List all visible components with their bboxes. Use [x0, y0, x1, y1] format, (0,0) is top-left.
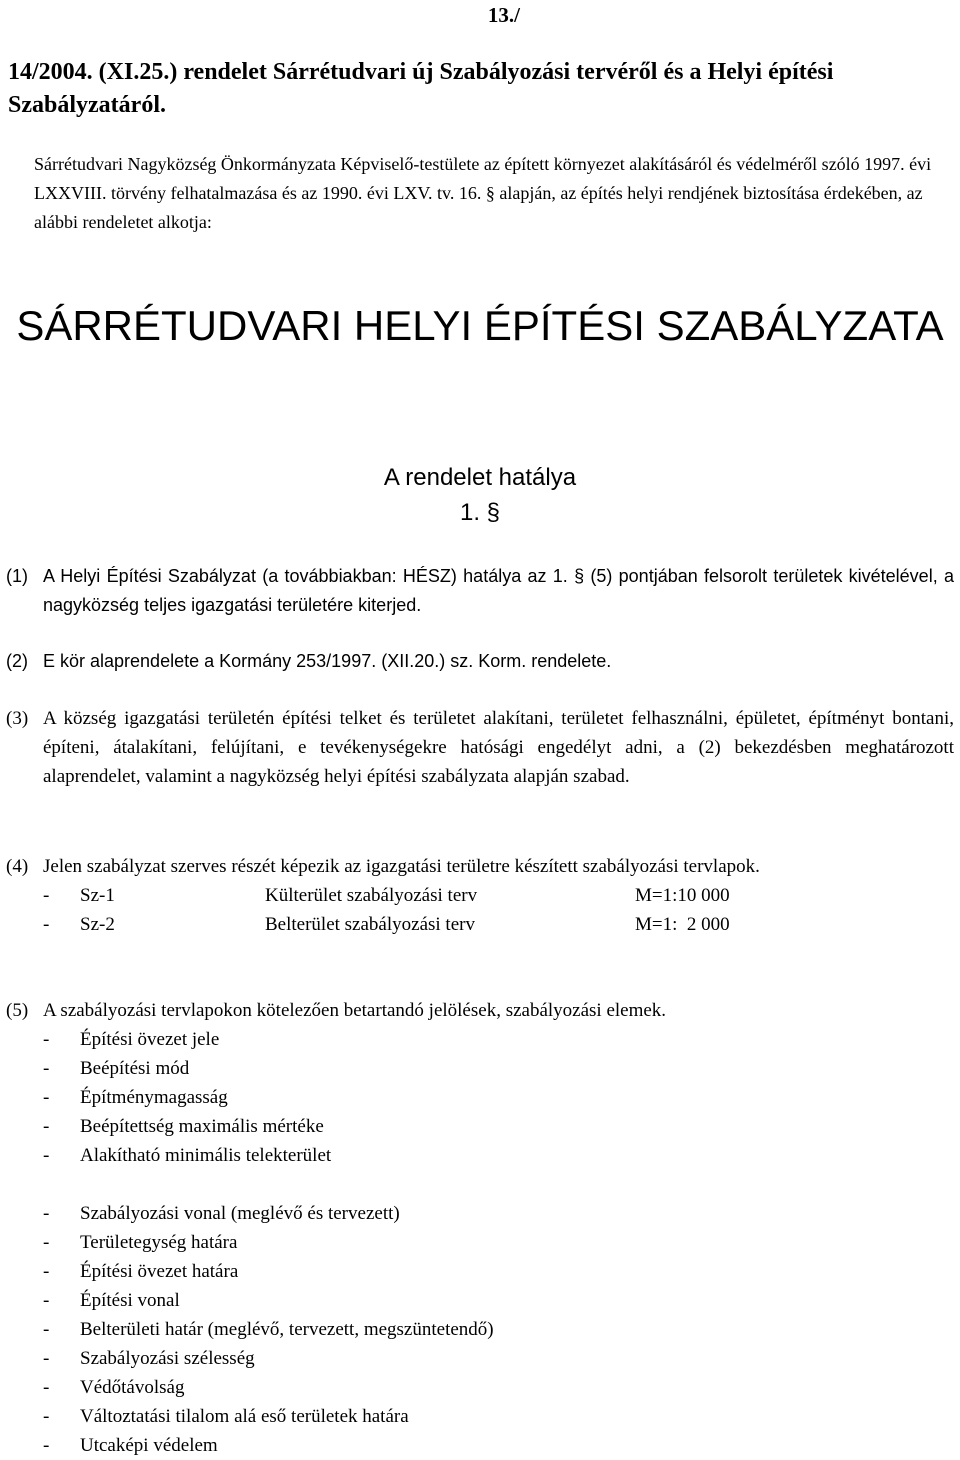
list-item: - Beépítettség maximális mértéke [43, 1112, 954, 1141]
list-item: - Építési vonal [43, 1286, 954, 1315]
plan-code: - Sz-2 [80, 914, 115, 935]
paragraph-2 [6, 647, 954, 676]
paragraph-number: (2) [6, 651, 28, 671]
paragraph-5 [6, 996, 954, 1460]
list-item: - Védőtávolság [43, 1373, 954, 1402]
paragraph-number: (4) [6, 856, 29, 877]
paragraph-4 [6, 852, 954, 939]
section-number: 1. § [459, 499, 501, 526]
plan-scale: M=1:10 000 [635, 885, 730, 906]
list-item: - Építési övezet határa [43, 1257, 954, 1286]
paragraph-1 [6, 562, 954, 620]
list-item: - Építési övezet jele [43, 1025, 954, 1054]
paragraph-number: (1) [6, 566, 28, 586]
plan-name: Külterület szabályozási terv [265, 885, 478, 906]
main-title: SÁRRÉTUDVARI HELYI ÉPÍTÉSI SZABÁLYZATA [16, 302, 944, 349]
paragraph-text: A Helyi Építési Szabályzat (a továbbiakban: HÉSZ) hatálya az 1. § (5) pontjában felsorolt területek kivételével, a nagyközség teljes igazgatási területére kiterjed. [43, 566, 954, 615]
list-item: - Alakítható minimális telekterület [43, 1141, 954, 1170]
list-item: - Beépítési mód [43, 1054, 954, 1083]
required-elements-list [43, 1025, 954, 1460]
list-item: - Változtatási tilalom alá eső területek határa [43, 1402, 954, 1431]
plan-list [43, 881, 954, 939]
paragraph-text: A község igazgatási területén építési telket és területet alakítani, területet felhasználni, épületet, építményt bontani, építeni, átalakítani, felújítani, e tevékenységekre hatósági engedélyt adni, a (2) bekezdésben meghatározott alaprendelet, valamint a nagyközség helyi építési szabályzata alapján szabad. [43, 708, 954, 787]
decree-title: 14/2004. (XI.25.) rendelet Sárrétudvari új Szabályozási tervéről és a Helyi építési Szabályzatáról. [8, 59, 834, 118]
list-item: - Építménymagasság [43, 1083, 954, 1112]
paragraph-number: (3) [6, 708, 29, 729]
plan-row [43, 910, 954, 939]
preamble: Sárrétudvari Nagyközség Önkormányzata Képviselő-testülete az épített környezet alakításáról és védelméről szóló 1997. évi LXXVIII. törvény felhatalmazása és az 1990. évi LXV. tv. 16. § alapján, az építés helyi rendjének biztosítása érdekében, az alábbi rendeletet alkotja: [34, 154, 932, 232]
list-item: - Szabályozási szélesség [43, 1344, 954, 1373]
list-item: - Belterületi határ (meglévő, tervezett, megszüntetendő) [43, 1315, 954, 1344]
paragraph-text: A szabályozási tervlapokon kötelezően betartandó jelölések, szabályozási elemek. [43, 1000, 667, 1021]
list-item: - Utcaképi védelem [43, 1431, 954, 1460]
paragraph-text: Jelen szabályzat szerves részét képezik az igazgatási területre készített szabályozási tervlapok. [43, 856, 760, 877]
list-item: - Területegység határa [43, 1228, 954, 1257]
chapter-title: A rendelet hatálya [383, 464, 577, 491]
paragraph-3 [6, 704, 954, 791]
paragraph-text: E kör alaprendelete a Kormány 253/1997. (XII.20.) sz. Korm. rendelete. [43, 651, 612, 671]
plan-scale: M=1: 2 000 [635, 914, 730, 935]
plan-code: - Sz-1 [80, 885, 115, 906]
plan-name: Belterület szabályozási terv [265, 914, 475, 935]
page-number: 13./ [487, 3, 520, 27]
paragraph-number: (5) [6, 1000, 29, 1021]
plan-row [43, 881, 954, 910]
list-item: - Szabályozási vonal (meglévő és tervezett) [43, 1199, 954, 1228]
